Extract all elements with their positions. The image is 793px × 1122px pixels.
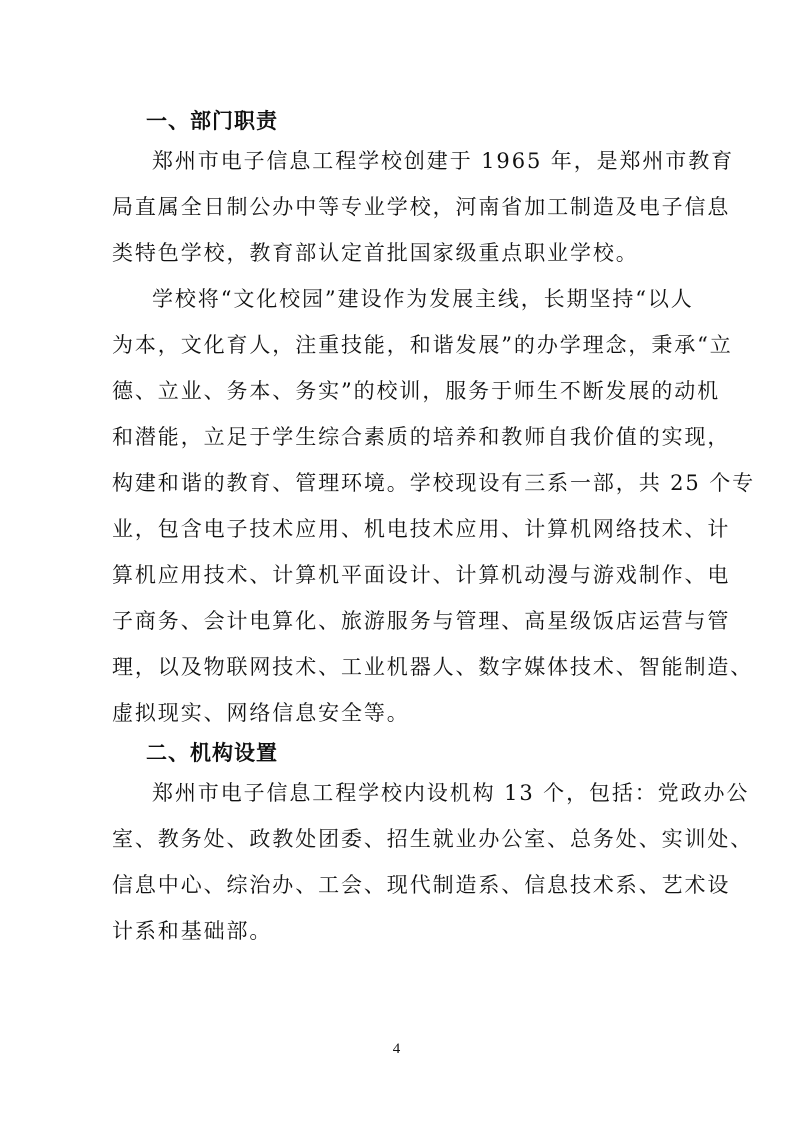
paragraph-line: 算机应用技术、计算机平面设计、计算机动漫与游戏制作、电 [112,563,731,587]
paragraph-line: 计系和基础部。 [112,919,273,943]
paragraph-line: 虚拟现实、网络信息安全等。 [112,701,410,725]
paragraph-line: 构建和谐的教育、管理环境。学校现设有三系一部，共 25 个专 [112,471,756,495]
paragraph-line: 类特色学校，教育部认定首批国家级重点职业学校。 [112,241,639,265]
paragraph-line: 局直属全日制公办中等专业学校，河南省加工制造及电子信息 [112,195,731,219]
section-heading-duties: 一、部门职责 [146,109,278,133]
paragraph-line: 室、教务处、政教处团委、招生就业办公室、总务处、实训处、 [112,827,754,851]
paragraph-line: 德、立业、务本、务实”的校训，服务于师生不断发展的动机 [112,379,721,403]
section-heading-organization: 二、机构设置 [146,741,278,765]
paragraph-line: 和潜能，立足于学生综合素质的培养和教师自我价值的实现， [112,425,731,449]
paragraph-line: 为本，文化育人，注重技能，和谐发展”的办学理念，秉承“立 [112,333,733,357]
paragraph-line: 业，包含电子技术应用、机电技术应用、计算机网络技术、计 [112,517,731,541]
paragraph-line: 信息中心、综治办、工会、现代制造系、信息技术系、艺术设 [112,873,731,897]
paragraph-line: 子商务、会计电算化、旅游服务与管理、高星级饭店运营与管 [112,609,731,633]
paragraph-line: 学校将“文化校园”建设作为发展主线，长期坚持“以人 [152,287,694,311]
paragraph-line: 郑州市电子信息工程学校创建于 1965 年，是郑州市教育 [152,149,734,173]
paragraph-line: 郑州市电子信息工程学校内设机构 13 个，包括：党政办公 [152,781,750,805]
paragraph-line: 理，以及物联网技术、工业机器人、数字媒体技术、智能制造、 [112,655,754,679]
page-number: 4 [392,1041,401,1057]
